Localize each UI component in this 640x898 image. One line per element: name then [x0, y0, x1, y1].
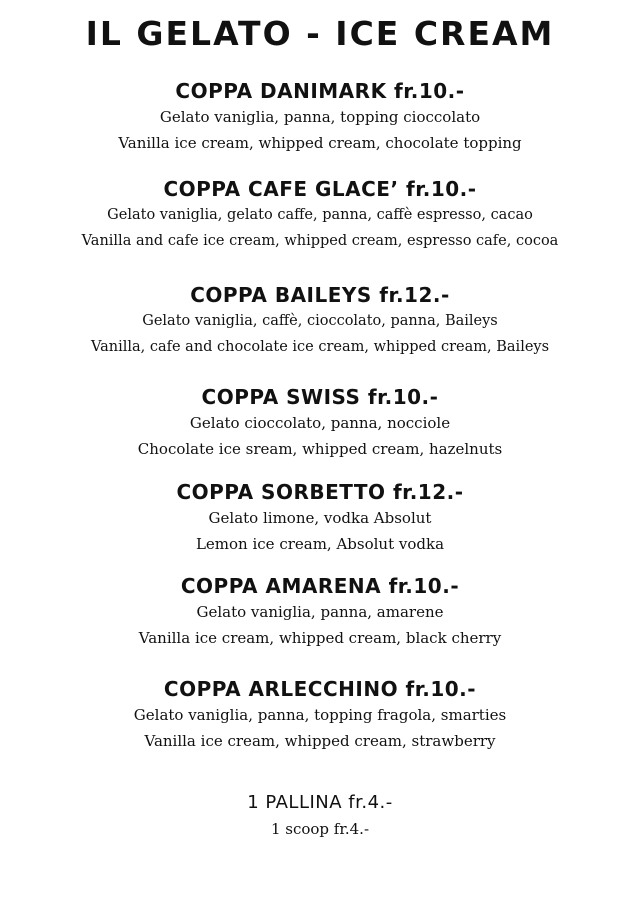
item-description-italian: Gelato vaniglia, gelato caffe, panna, caffè espresso, cacao [107, 207, 533, 223]
item-description-english: Vanilla, cafe and chocolate ice cream, whipped cream, Baileys [90, 339, 550, 355]
menu-item-coppa-baileys [0, 282, 640, 360]
item-description-english: Lemon ice cream, Absolut vodka [195, 535, 445, 553]
menu-item-coppa-arlecchino [0, 676, 640, 754]
page-title: IL GELATO - ICE CREAM [85, 14, 555, 53]
menu-item-coppa-amarena [0, 573, 640, 651]
item-name: COPPA SWISS fr.10.- [201, 385, 439, 409]
item-description-italian: Gelato cioccolato, panna, nocciole [189, 414, 451, 432]
item-description-italian: Gelato limone, vodka Absolut [208, 509, 432, 527]
item-name: COPPA ARLECCHINO fr.10.- [163, 677, 477, 701]
item-name: COPPA DANIMARK fr.10.- [175, 79, 465, 103]
item-description-italian: Gelato vaniglia, panna, topping fragola, smarties [133, 706, 507, 724]
item-description-italian: Gelato vaniglia, panna, topping cioccolato [159, 108, 481, 126]
menu-item-pallina [0, 790, 640, 842]
item-description-english: 1 scoop fr.4.- [270, 820, 370, 838]
item-description-english: Vanilla and cafe ice cream, whipped cream, espresso cafe, cocoa [81, 233, 559, 249]
item-description-english: Vanilla ice cream, whipped cream, black cherry [138, 629, 502, 647]
menu-item-coppa-swiss [0, 384, 640, 462]
item-description-italian: Gelato vaniglia, panna, amarene [196, 603, 444, 621]
item-name: COPPA CAFE GLACE’ fr.10.- [163, 177, 477, 201]
item-name: 1 PALLINA fr.4.- [247, 792, 393, 813]
item-description-english: Vanilla ice cream, whipped cream, strawberry [144, 732, 496, 750]
menu-item-coppa-danimark [0, 78, 640, 156]
item-name: COPPA AMARENA fr.10.- [180, 574, 460, 598]
menu-item-coppa-cafe-glace [0, 176, 640, 254]
menu-item-coppa-sorbetto [0, 479, 640, 557]
item-name: COPPA SORBETTO fr.12.- [176, 480, 464, 504]
item-name: COPPA BAILEYS fr.12.- [190, 283, 450, 307]
item-description-english: Chocolate ice sream, whipped cream, hazelnuts [137, 440, 503, 458]
item-description-english: Vanilla ice cream, whipped cream, chocolate topping [118, 134, 522, 152]
item-description-italian: Gelato vaniglia, caffè, cioccolato, panna, Baileys [142, 313, 498, 329]
